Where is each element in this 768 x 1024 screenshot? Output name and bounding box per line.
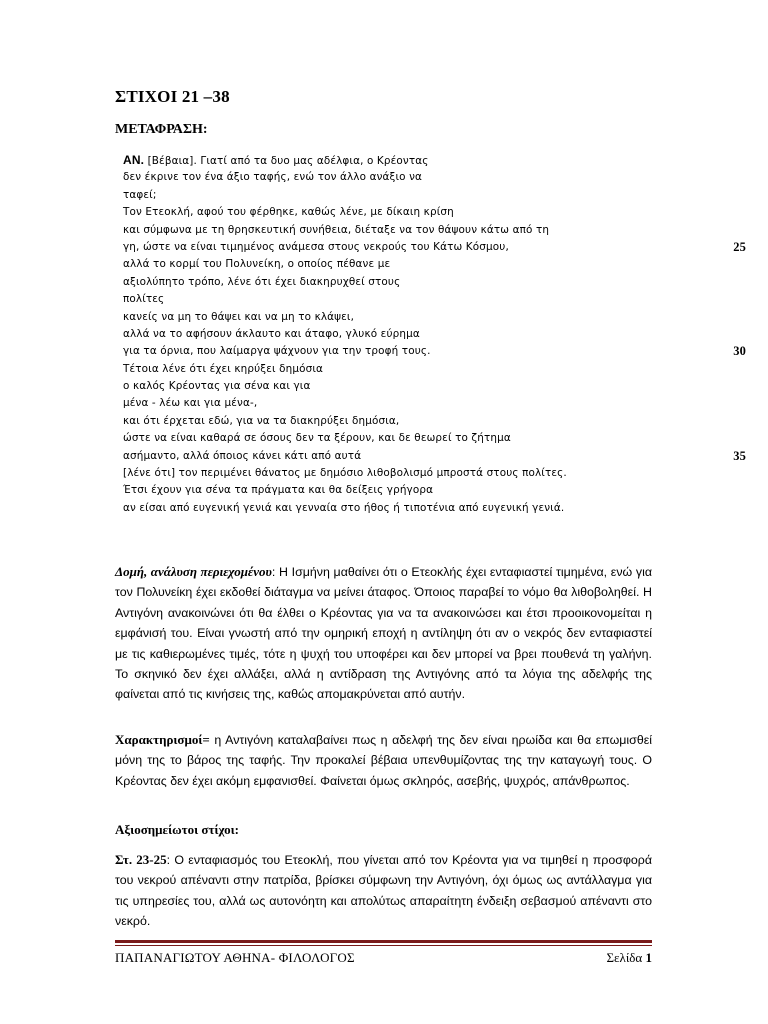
verse-text: ταφεί;	[123, 188, 157, 201]
paragraph-notable	[115, 850, 652, 932]
verse-line	[123, 256, 748, 273]
footer-rule-thick	[115, 940, 652, 943]
verse-text: Έτσι έχουν για σένα τα πράγματα και θα δείξεις γρήγορα	[123, 484, 434, 497]
verse-line	[123, 169, 748, 186]
paragraph-text: : Ο ενταφιασμός του Ετεοκλή, που γίνεται από τον Κρέοντα για να τιμηθεί η προσφορά του νεκρού απέναντι στην πατρίδα, βρίσκει σύμφωνη την Αντιγόνη, όχι όμως ως αντάλλαγμα για τις υπηρεσίες του, αλλά ως αυτονόητη και απολύτως απαραίτητη ένδειξη σεβασμού απέναντι στο νεκρό.	[115, 853, 652, 929]
verse-line	[123, 465, 748, 482]
verse-text: ώστε να είναι καθαρά σε όσους δεν τα ξέρουν, και δε θεωρεί το ζήτημα	[123, 432, 511, 445]
verse-text: αλλά το κορμί του Πολυνείκη, ο οποίος πέθανε με	[123, 258, 391, 271]
footer-author: ΠΑΠΑΝΑΓΙΩΤΟΥ ΑΘΗΝΑ- ΦΙΛΟΛΟΓΟΣ	[115, 950, 355, 965]
verse-line	[123, 343, 748, 360]
footer-page	[606, 950, 652, 966]
footer-rule-thin	[115, 945, 652, 946]
verse-text: αν είσαι από ευγενική γενιά και γενναία στο ήθος ή τιποτένια από ευγενική γενιά.	[123, 501, 565, 514]
notable-verses-heading: Αξιοσημείωτοι στίχοι:	[115, 822, 239, 837]
verse-text: ασήμαντο, αλλά όποιος κάνει κάτι από αυτά	[123, 449, 362, 462]
verse-line	[123, 413, 748, 430]
verse-block	[123, 152, 748, 517]
section-heading-translation: ΜΕΤΑΦΡΑΣΗ:	[115, 122, 208, 137]
verse-text: γη, ώστε να είναι τιμημένος ανάμεσα στους νεκρούς του Κάτω Κόσμου,	[123, 240, 509, 253]
paragraph-label: Δομή, ανάλυση περιεχομένου	[115, 564, 272, 579]
verse-text: πολίτες	[123, 293, 165, 306]
verse-line	[123, 326, 748, 343]
verse-line	[123, 222, 748, 239]
verse-line	[123, 482, 748, 499]
verse-text: και ότι έρχεται εδώ, για να τα διακηρύξει δημόσια,	[123, 414, 400, 427]
verse-line-number: 25	[733, 239, 746, 254]
verse-line	[123, 378, 748, 395]
verse-text: [Βέβαια]. Γιατί από τα δυο μας αδέλφια, ο Κρέοντας	[144, 155, 429, 167]
verse-text: για τα όρνια, που λαίμαργα ψάχνουν για την τροφή τους.	[123, 345, 431, 358]
footer-page-label: Σελίδα	[606, 950, 646, 965]
verse-line	[123, 309, 748, 326]
verse-line-number: 30	[733, 344, 746, 359]
verse-text: αξιολύπητο τρόπο, λένε ότι έχει διακηρυχθεί στους	[123, 275, 401, 288]
verse-text: αλλά να το αφήσουν άκλαυτο και άταφο, γλυκό εύρημα	[123, 327, 420, 340]
verse-line	[123, 274, 748, 291]
verse-line	[123, 239, 748, 256]
paragraph-label: Στ. 23-25	[115, 852, 167, 867]
paragraph-structure	[115, 562, 652, 705]
verse-line	[123, 152, 748, 169]
paragraph-text: η Αντιγόνη καταλαβαίνει πως η αδελφή της δεν είναι ηρωίδα και θα επωμισθεί μόνη της το βάρος της ταφής. Την προκαλεί βέβαια υπενθυμίζοντας της την καταγωγή τους. Ο Κρέοντας δεν έχει ακόμη εμφανισθεί. Φαίνεται όμως σκληρός, ασεβής, ψυχρός, απάνθρωπος.	[115, 733, 652, 788]
footer-page-number: 1	[645, 950, 652, 965]
paragraph-text: : Η Ισμήνη μαθαίνει ότι ο Ετεοκλής έχει ενταφιαστεί τιμημένα, ενώ για τον Πολυνείκη έχει εκδοθεί διάταγμα να μείνει άταφος. Όποιος παραβεί το νόμο θα λιθοβοληθεί. Η Αντιγόνη ανακοινώνει ότι θα έλθει ο Κρέοντας για να τα ανακοινώσει και έτσι προοικονομείται η εμφάνισή του. Είναι γνωστή από την ομηρική εποχή η αντίληψη ότι αν ο νεκρός δεν ενταφιαστεί με τις καθιερωμένες τιμές, τότε η ψυχή του υποφέρει και δεν μπορεί να βρει πουθενά τη γαλήνη. Το σκηνικό δεν έχει αλλάξει, αλλά η αντίδραση της Αντιγόνης από τα λόγια της αδελφής της φαίνεται από τις κινήσεις της, καθώς απομακρύνεται από αυτήν.	[115, 565, 652, 702]
paragraph-label: Χαρακτηρισμοί=	[115, 732, 210, 747]
verse-text: μένα - λέω και για μένα-,	[123, 397, 258, 410]
verse-line	[123, 187, 748, 204]
verse-line-number: 35	[733, 448, 746, 463]
verse-line	[123, 204, 748, 221]
verse-line	[123, 361, 748, 378]
verse-text: [λένε ότι] τον περιμένει θάνατος με δημόσιο λιθοβολισμό μπροστά στους πολίτες.	[123, 467, 567, 480]
verse-line	[123, 430, 748, 447]
verse-line	[123, 448, 748, 465]
paragraph-characters	[115, 730, 652, 791]
verse-text: Τέτοια λένε ότι έχει κηρύξει δημόσια	[123, 362, 324, 375]
page-title: ΣΤΙΧΟΙ 21 –38	[115, 87, 230, 106]
verse-line	[123, 395, 748, 412]
verse-speaker: ΑΝ.	[123, 153, 145, 167]
verse-line	[123, 500, 748, 517]
verse-line	[123, 291, 748, 308]
verse-text: ο καλός Κρέοντας για σένα και για	[123, 380, 311, 393]
verse-text: δεν έκρινε τον ένα άξιο ταφής, ενώ τον άλλο ανάξιο να	[123, 171, 423, 184]
verse-text: κανείς να μη το θάψει και να μη το κλάψει,	[123, 310, 355, 323]
verse-text: και σύμφωνα με τη θρησκευτική συνήθεια, διέταξε να τον θάψουν κάτω από τη	[123, 223, 550, 236]
verse-text: Τον Ετεοκλή, αφού του φέρθηκε, καθώς λένε, με δίκαιη κρίση	[123, 206, 454, 219]
